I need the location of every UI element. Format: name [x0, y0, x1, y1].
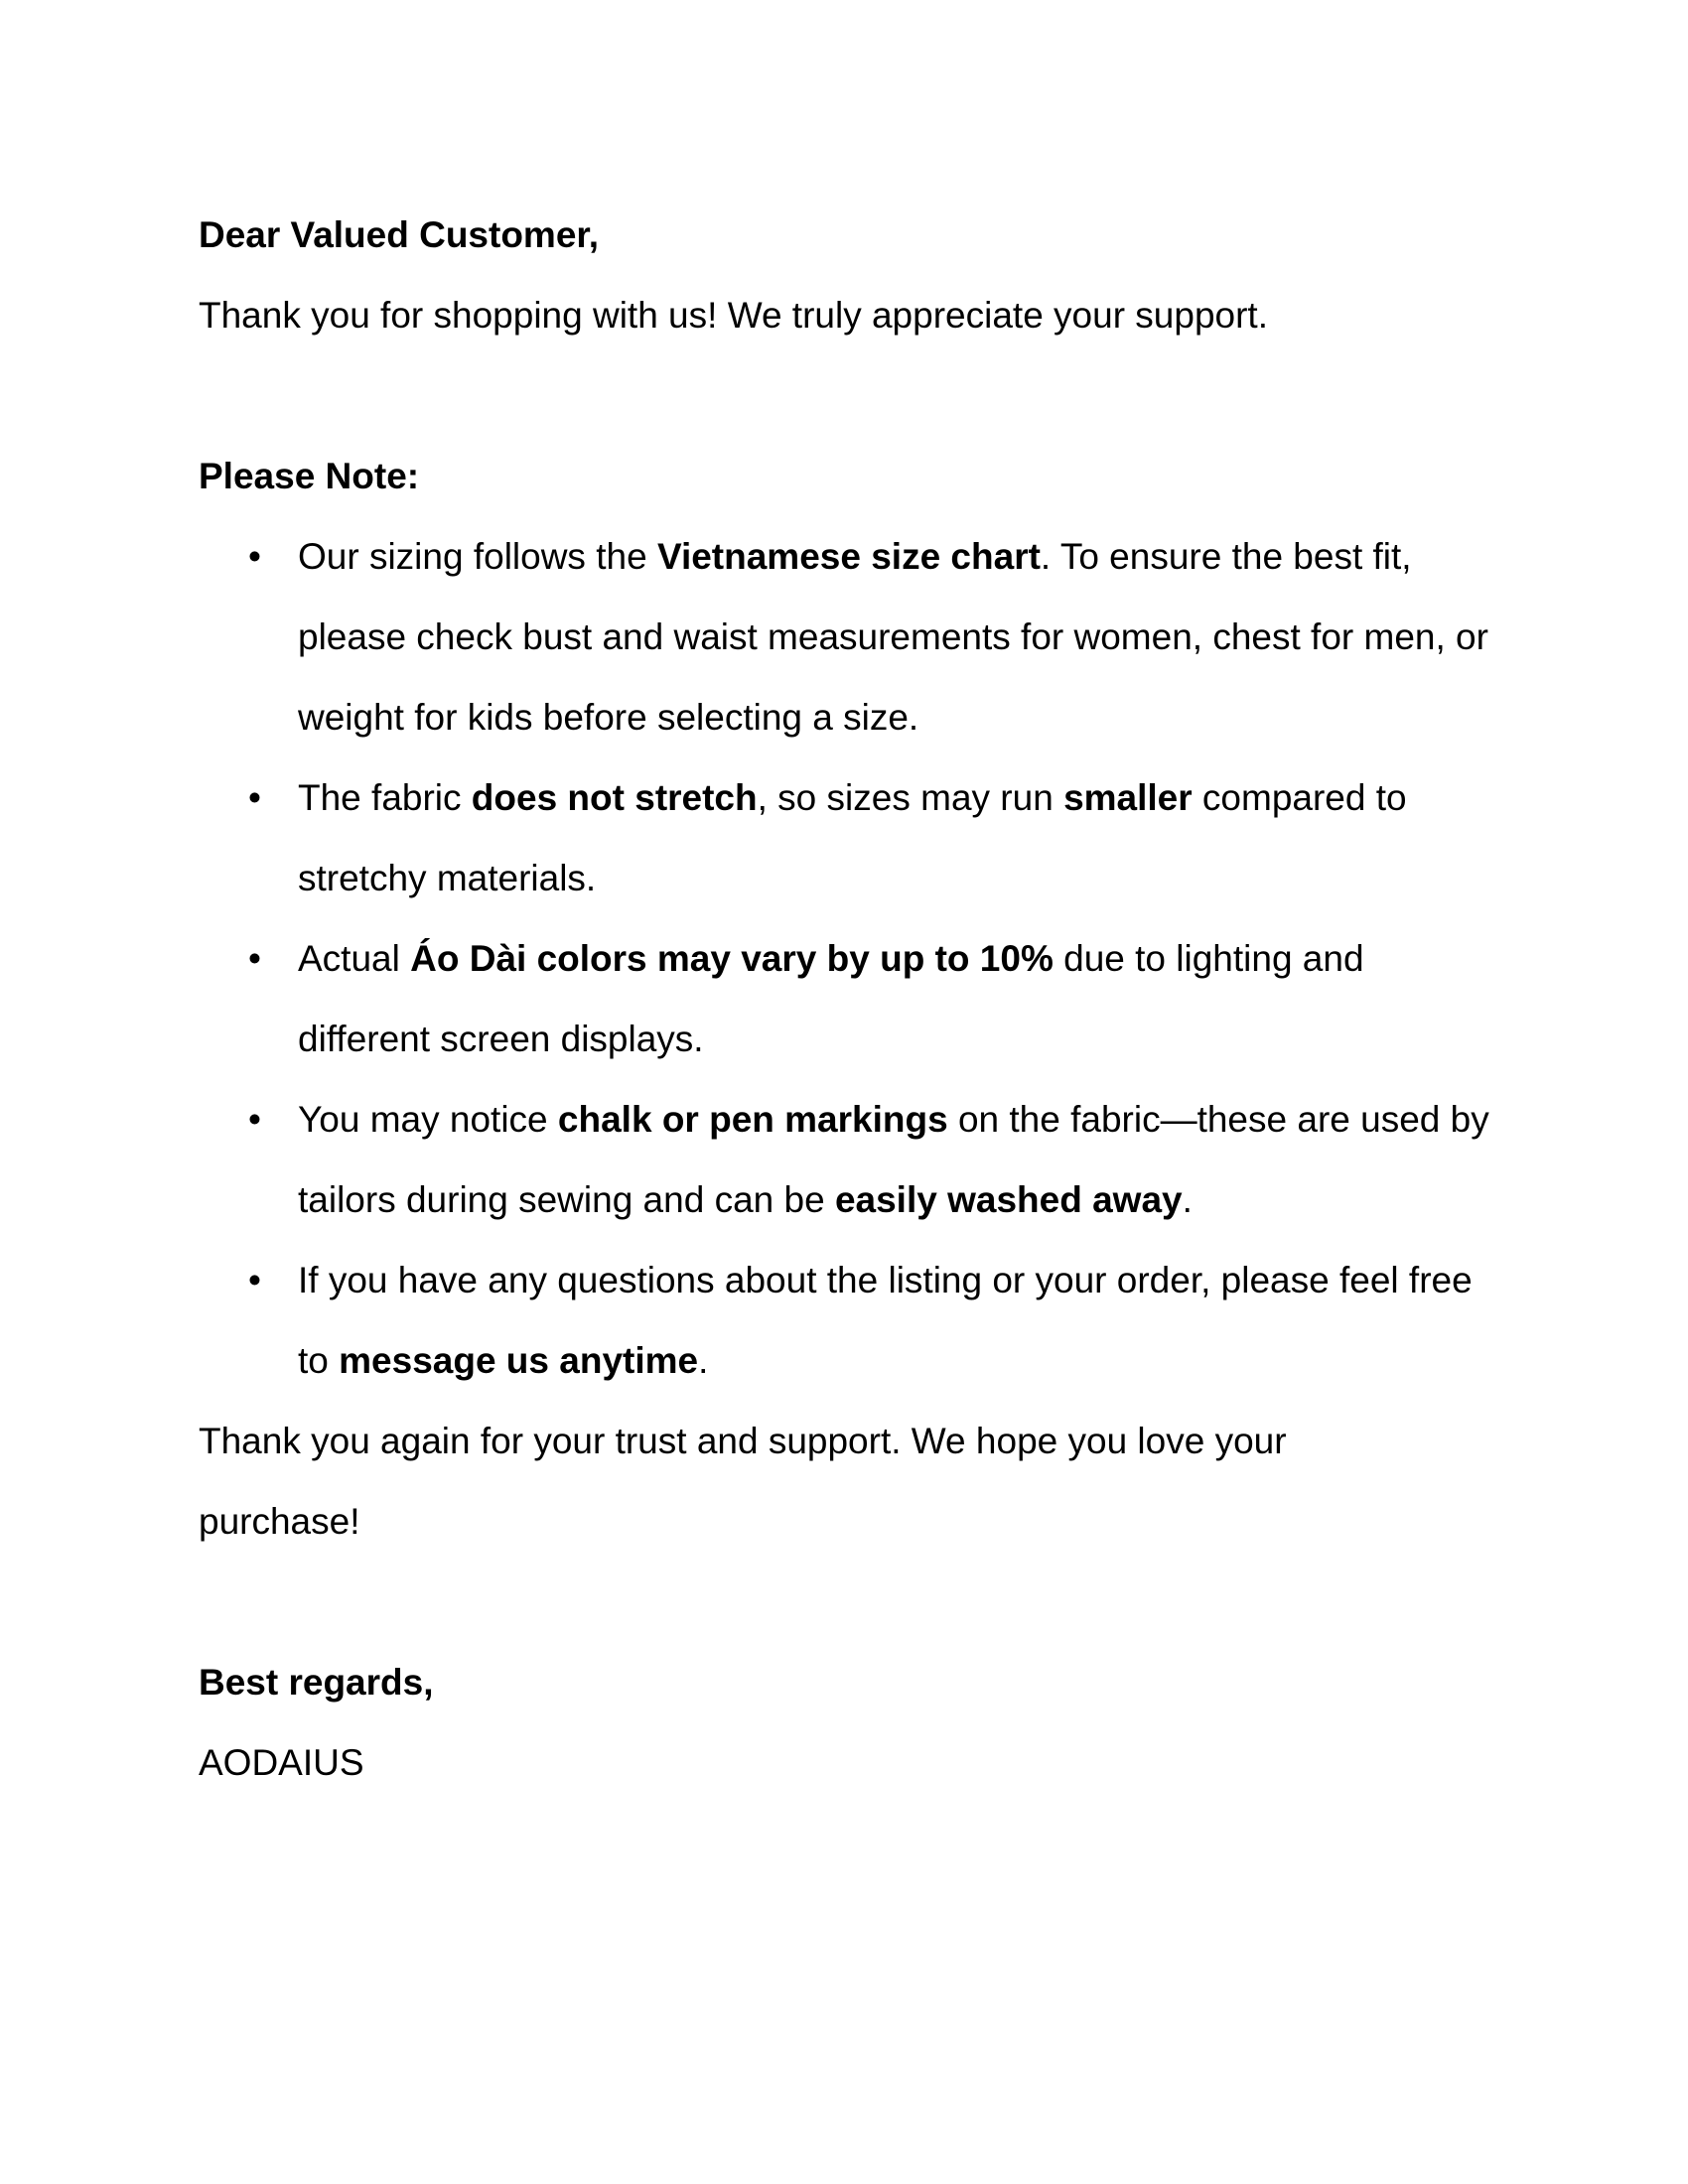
- emphasis: smaller: [1063, 777, 1193, 818]
- emphasis: easily washed away: [834, 1179, 1183, 1220]
- note-text: If you have any questions about the listing or your order, please feel free to message us anytime.: [298, 1260, 1473, 1381]
- bullet-icon: •: [248, 536, 261, 577]
- greeting: Dear Valued Customer,: [199, 214, 600, 255]
- emphasis: chalk or pen markings: [557, 1099, 948, 1140]
- emphasis: Vietnamese size chart: [656, 536, 1041, 577]
- list-item: [199, 1240, 1489, 1401]
- closing-line: Thank you again for your trust and support. We hope you love your: [199, 1421, 1287, 1461]
- list-item: [199, 1079, 1489, 1240]
- note-text: Actual Áo Dài colors may vary by up to 10% due to lighting and different screen displays.: [298, 938, 1364, 1059]
- bullet-icon: •: [248, 938, 261, 979]
- bullet-icon: •: [248, 1099, 261, 1140]
- list-item: [199, 918, 1489, 1079]
- emphasis: message us anytime: [339, 1340, 699, 1381]
- spacer: [199, 355, 1509, 436]
- bullet-icon: •: [248, 777, 261, 818]
- emphasis: Áo Dài colors may vary by up to 10%: [410, 938, 1054, 979]
- signoff: Best regards,: [199, 1662, 434, 1703]
- note-text: The fabric does not stretch, so sizes may run smaller compared to stretchy materials.: [298, 777, 1407, 898]
- spacer: [199, 1562, 1509, 1642]
- bullet-icon: •: [248, 1260, 261, 1300]
- notes-list: [199, 516, 1509, 1401]
- list-item: [199, 516, 1489, 757]
- note-heading: Please Note:: [199, 456, 420, 496]
- signature: AODAIUS: [199, 1742, 364, 1783]
- thanks-line: Thank you for shopping with us! We truly appreciate your support.: [199, 295, 1268, 336]
- closing-line-continued: purchase!: [199, 1501, 360, 1542]
- note-text: You may notice chalk or pen markings on the fabric—these are used by tailors during sewing and can be easily washed away.: [298, 1099, 1489, 1220]
- list-item: [199, 757, 1489, 918]
- emphasis: does not stretch: [471, 777, 758, 818]
- letter-body: [199, 195, 1509, 1803]
- note-text: Our sizing follows the Vietnamese size chart. To ensure the best fit, please check bust and waist measurements for women, chest for men, or weight for kids before selecting a size.: [298, 536, 1488, 738]
